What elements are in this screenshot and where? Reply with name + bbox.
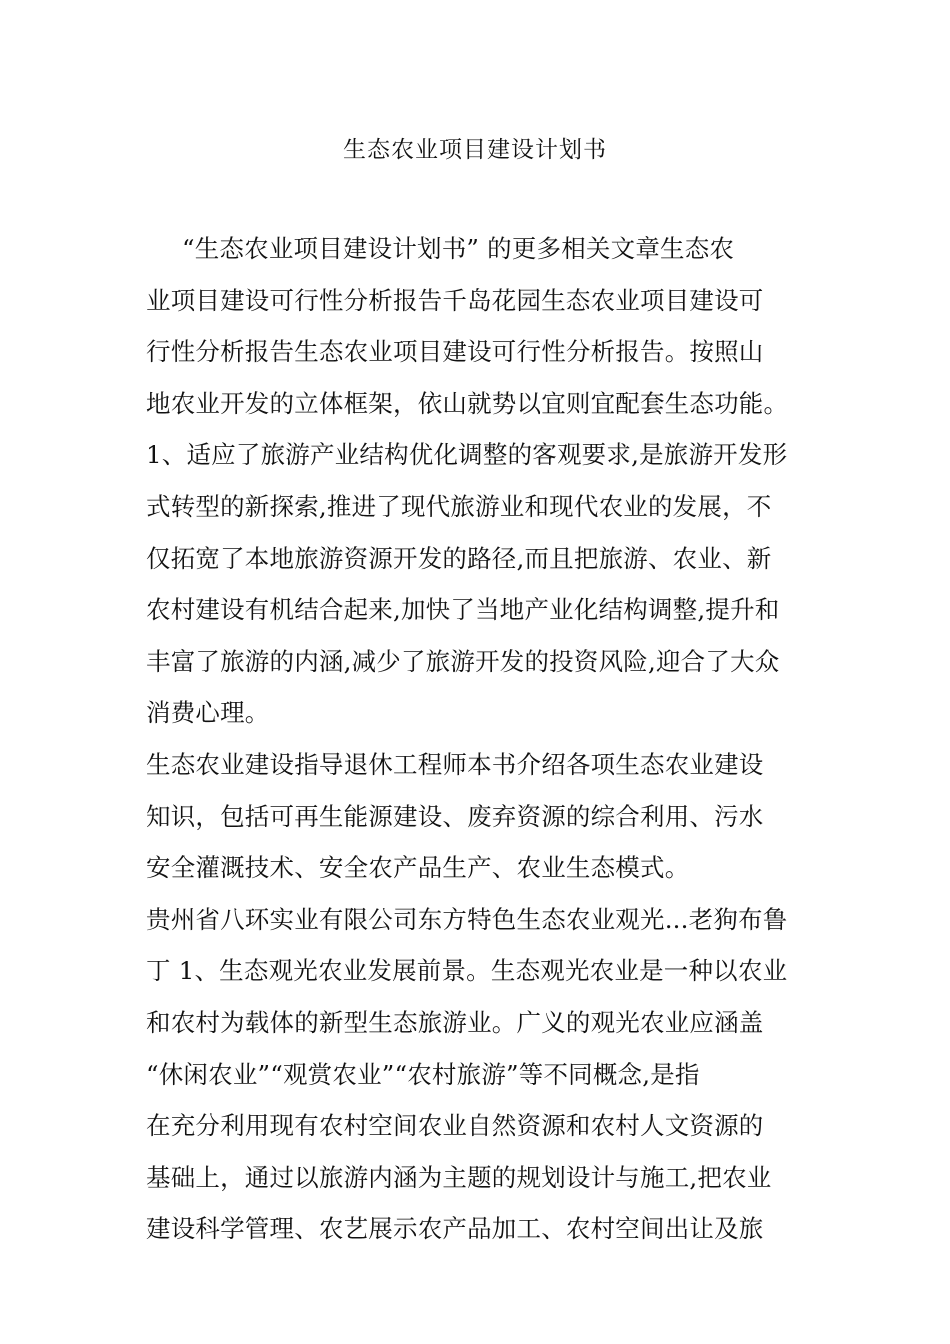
paragraph-line: 建设科学管理、农艺展示农产品加工、农村空间出让及旅 xyxy=(146,1214,764,1244)
paragraph-line: 1、适应了旅游产业结构优化调整的客观要求,是旅游开发形 xyxy=(146,440,788,470)
paragraph-line: 在充分利用现有农村空间农业自然资源和农村人文资源的 xyxy=(146,1111,764,1141)
paragraph-line: 贵州省八环实业有限公司东方特色生态农业观光...老狗布鲁 xyxy=(146,904,788,934)
paragraph-line: 丰富了旅游的内涵,减少了旅游开发的投资风险,迎合了大众 xyxy=(146,646,780,676)
document-title: 生态农业项目建设计划书 xyxy=(343,137,607,163)
paragraph-line: 安全灌溉技术、安全农产品生产、农业生态模式。 xyxy=(146,853,690,883)
paragraph-line: 业项目建设可行性分析报告千岛花园生态农业项目建设可 xyxy=(146,285,764,315)
paragraph-line: “休闲农业”“观赏农业”“农村旅游”等不同概念,是指 xyxy=(146,1059,700,1089)
paragraph-line: 丁 1、生态观光农业发展前景。生态观光农业是一种以农业 xyxy=(146,956,788,986)
paragraph-line: “生态农业项目建设计划书” 的更多相关文章生态农 xyxy=(182,234,735,263)
paragraph-line: 农村建设有机结合起来,加快了当地产业化结构调整,提升和 xyxy=(146,595,780,625)
paragraph-line: 和农村为载体的新型生态旅游业。广义的观光农业应涵盖 xyxy=(146,1007,764,1037)
paragraph-line: 知识，包括可再生能源建设、废弃资源的综合利用、污水 xyxy=(146,801,764,831)
paragraph-line: 消费心理。 xyxy=(146,698,270,728)
document-body xyxy=(146,223,816,1255)
paragraph-line: 地农业开发的立体框架，依山就势以宜则宜配套生态功能。 xyxy=(146,388,789,418)
paragraph-line: 基础上，通过以旅游内涵为主题的规划设计与施工,把农业 xyxy=(146,1162,772,1192)
paragraph-line: 仅拓宽了本地旅游资源开发的路径,而且把旅游、农业、新 xyxy=(146,543,772,573)
paragraph-line: 生态农业建设指导退休工程师本书介绍各项生态农业建设 xyxy=(146,749,764,779)
paragraph-line: 式转型的新探索,推进了现代旅游业和现代农业的发展，不 xyxy=(146,491,772,521)
paragraph-line: 行性分析报告生态农业项目建设可行性分析报告。按照山 xyxy=(146,337,764,367)
